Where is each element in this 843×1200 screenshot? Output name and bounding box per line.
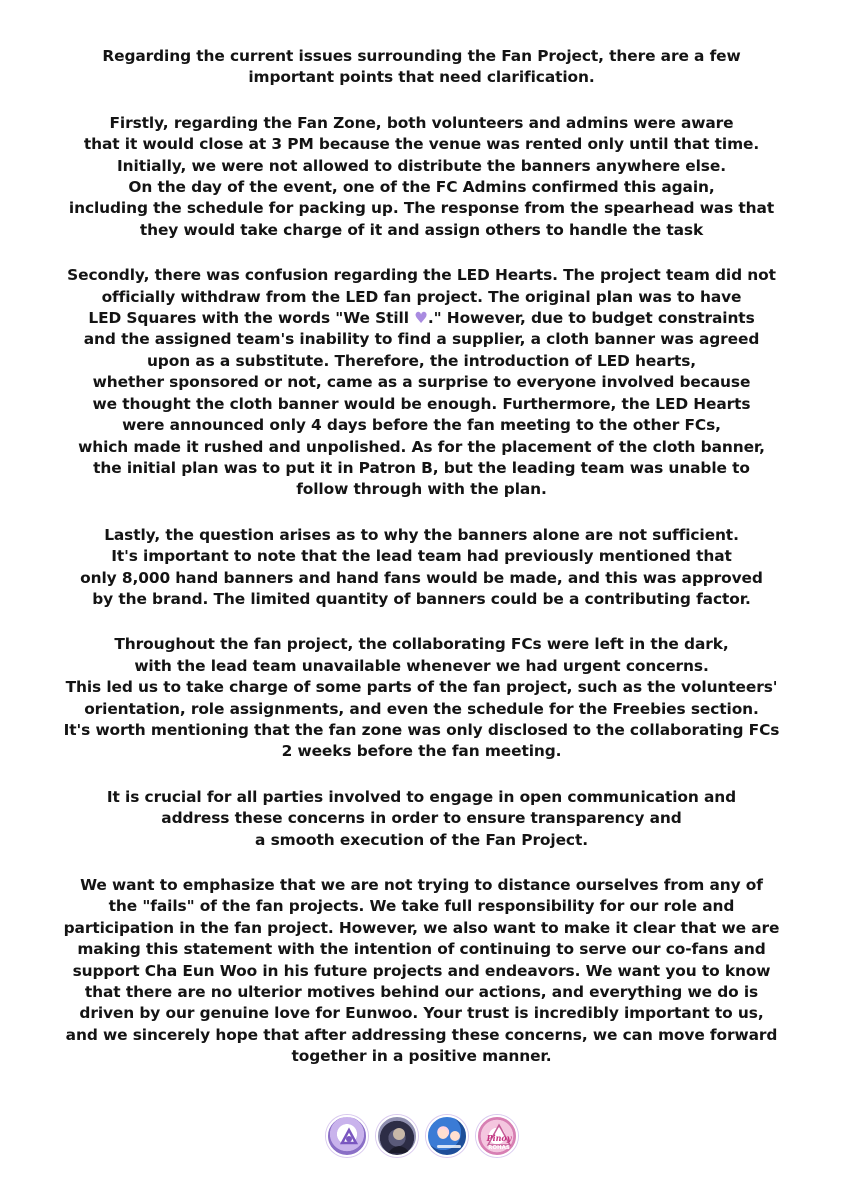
text-line: orientation, role assignments, and even the schedule for the Freebies section. — [84, 699, 759, 718]
text-line: only 8,000 hand banners and hand fans would be made, and this was approved — [80, 568, 763, 587]
text-line: by the brand. The limited quantity of banners could be a contributing factor. — [92, 589, 751, 608]
text-line: We want to emphasize that we are not trying to distance ourselves from any of — [80, 876, 763, 894]
text-line: Lastly, the question arises as to why the banners alone are not sufficient. — [104, 525, 739, 544]
paragraph-communication — [40, 787, 803, 851]
text-line: Secondly, there was confusion regarding the LED Hearts. The project team did not — [67, 266, 776, 285]
svg-text:Pinoy: Pinoy — [486, 1133, 511, 1143]
text-line-with-heart: LED Squares with the words "We Still ♥." However, due to budget constraints — [88, 309, 755, 328]
paragraph-fan-zone — [40, 113, 803, 241]
text-line: It's worth mentioning that the fan zone was only disclosed to the collaborating FCs — [63, 720, 780, 739]
purple-heart-icon: ♥ — [414, 309, 428, 328]
text-line: we thought the cloth banner would be enough. Furthermore, the LED Hearts — [92, 394, 751, 413]
fanclub-logo-4-icon — [476, 1115, 518, 1157]
text-line: 2 weeks before the fan meeting. — [281, 742, 562, 761]
text-line: including the schedule for packing up. The response from the spearhead was that — [68, 199, 775, 218]
text-line: On the day of the event, one of the FC Admins confirmed this again, — [128, 178, 715, 197]
fanclub-logos — [0, 1115, 843, 1157]
text-line: that there are no ulterior motives behind our actions, and everything we do is — [84, 983, 759, 1002]
text-line: whether sponsored or not, came as a surprise to everyone involved because — [92, 373, 751, 392]
paragraph-closing — [40, 875, 803, 1068]
paragraph-intro — [40, 46, 803, 89]
text-line: This led us to take charge of some parts of the fan project, such as the volunteers' — [65, 678, 778, 697]
text-line: driven by our genuine love for Eunwoo. Your trust is incredibly important to us, — [79, 1004, 764, 1023]
fanclub-logo-3-icon — [426, 1115, 468, 1157]
text-line: a smooth execution of the Fan Project. — [255, 830, 588, 849]
text-line: Throughout the fan project, the collaborating FCs were left in the dark, — [114, 635, 729, 654]
fanclub-logo-1-icon — [326, 1115, 368, 1157]
text-line: participation in the fan project. However, we also want to make it clear that we are — [63, 918, 780, 937]
paragraph-collaboration — [40, 634, 803, 762]
text-line: were announced only 4 days before the fan meeting to the other FCs, — [122, 416, 721, 435]
text-line: Regarding the current issues surrounding the Fan Project, there are a few — [102, 47, 741, 65]
text-line: they would take charge of it and assign others to handle the task — [139, 220, 704, 239]
text-line: that it would close at 3 PM because the venue was rented only until that time. — [83, 135, 760, 154]
text-line: and we sincerely hope that after addressing these concerns, we can move forward — [65, 1025, 778, 1044]
paragraph-banners — [40, 525, 803, 611]
text-line: with the lead team unavailable whenever we had urgent concerns. — [134, 656, 709, 675]
text-line: address these concerns in order to ensure transparency and — [161, 809, 682, 828]
text-line: together in a positive manner. — [291, 1047, 552, 1066]
text-line: upon as a substitute. Therefore, the introduction of LED hearts, — [146, 351, 697, 370]
paragraph-led-hearts — [40, 265, 803, 500]
text-line: and the assigned team's inability to find a supplier, a cloth banner was agreed — [83, 330, 760, 349]
text-line: officially withdraw from the LED fan project. The original plan was to have — [101, 287, 742, 306]
text-line: the initial plan was to put it in Patron B, but the leading team was unable to — [93, 458, 750, 477]
text-line: follow through with the plan. — [296, 480, 547, 499]
text-line: important points that need clarification. — [248, 68, 595, 87]
text-line: It is crucial for all parties involved to engage in open communication and — [106, 787, 737, 806]
text-line: Initially, we were not allowed to distribute the banners anywhere else. — [117, 156, 726, 175]
text-line: making this statement with the intention of continuing to serve our co-fans and — [77, 940, 766, 959]
text-line: the "fails" of the fan projects. We take full responsibility for our role and — [108, 897, 735, 916]
text-line: Firstly, regarding the Fan Zone, both volunteers and admins were aware — [109, 113, 734, 132]
fanclub-logo-2-icon — [376, 1115, 418, 1157]
text-line: It's important to note that the lead team had previously mentioned that — [111, 547, 732, 566]
text-line: support Cha Eun Woo in his future projects and endeavors. We want you to know — [72, 961, 771, 980]
svg-text:ROHAS: ROHAS — [487, 1145, 510, 1151]
text-line: which made it rushed and unpolished. As for the placement of the cloth banner, — [78, 437, 765, 456]
statement-document — [40, 46, 803, 1092]
